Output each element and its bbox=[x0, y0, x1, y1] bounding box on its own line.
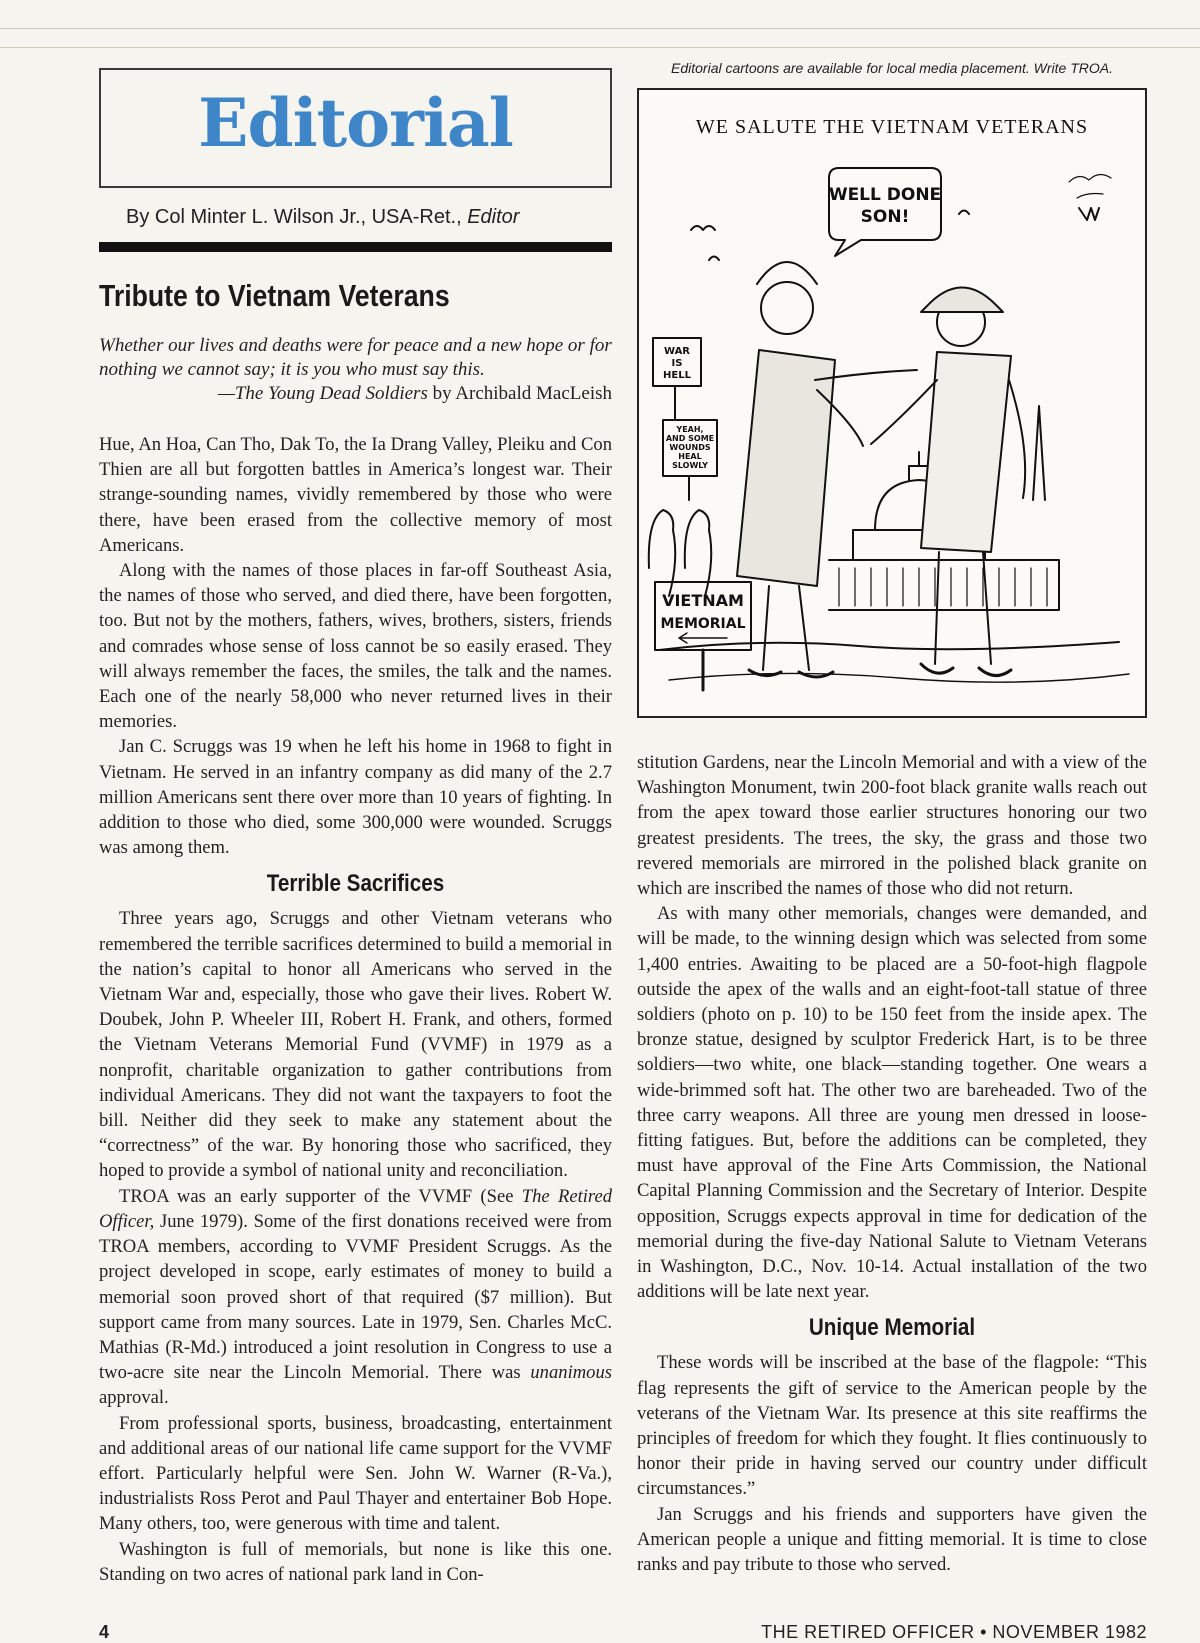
svg-text:WOUNDS: WOUNDS bbox=[669, 443, 711, 452]
byline-name: By Col Minter L. Wilson Jr., USA-Ret., bbox=[126, 206, 468, 228]
body-paragraph: Hue, An Hoa, Can Tho, Dak To, the Ia Drang Valley, Pleiku and Con Thien are all but forgotten battles in America’s longest war. Their strange-sounding names, vividly remembered by those who were there, have been erased from the collective memory of most Americans. bbox=[99, 434, 612, 556]
svg-text:SLOWLY: SLOWLY bbox=[672, 461, 708, 470]
subhead-unique-memorial: Unique Memorial bbox=[808, 1314, 976, 1342]
svg-text:IS: IS bbox=[671, 358, 683, 369]
cartoon-illustration bbox=[639, 90, 1145, 716]
uncle-sam-head bbox=[761, 282, 813, 334]
body-paragraph: TROA was an early supporter of the VVMF (See The Retired Officer, June 1979). Some of the first donations received were from TROA members, according to VVMF President Scruggs. As the project developed in scope, early estimates of money to build a memorial soon proved short of that required ($7 million). But support came from many sources. Late in 1979, Sen. Charles McC. Mathias (R-Md.) introduced a joint resolution in Congress to use a two-acre site near the Lincoln Memorial. There was unanimous approval. bbox=[99, 1185, 612, 1409]
epigraph-attribution bbox=[99, 382, 612, 406]
body-paragraph: Jan C. Scruggs was 19 when he left his home in 1968 to fight in Vietnam. He served in an infantry company as did many of the 2.7 million Americans sent there over more than 10 years of fighting. In addition to those who died, some 300,000 were wounded. Scruggs was among them. bbox=[99, 736, 612, 859]
cartoon-title: WE SALUTE THE VIETNAM VETERANS bbox=[695, 116, 1089, 138]
bird-flying bbox=[709, 257, 719, 261]
epigraph-author: by Archibald MacLeish bbox=[427, 383, 612, 404]
right-column bbox=[637, 60, 1147, 1576]
svg-text:WAR: WAR bbox=[663, 346, 691, 357]
body-paragraph: stitution Gardens, near the Lincoln Memorial and with a view of the Washington Monument, twin 200-foot black granite walls reach out from the apex toward those earlier structures honoring our two greatest presidents. The trees, the sky, the grass and those two revered memorials are mirrored in the polished black granite on which are inscribed the names of those who did not return. bbox=[637, 752, 1147, 900]
editorial-masthead bbox=[99, 68, 612, 188]
body-paragraph: Jan Scruggs and his friends and supporters have given the American people a unique and fitting memorial. It is time to close ranks and pay tribute to those who served. bbox=[637, 1503, 1147, 1576]
heavy-rule bbox=[99, 242, 612, 252]
top-rule bbox=[0, 28, 1200, 29]
bird-flying bbox=[691, 226, 715, 230]
sign-text-memorial: MEMORIAL bbox=[660, 616, 746, 632]
bird-flying bbox=[959, 211, 969, 215]
epigraph-source: —The Young Dead Soldiers bbox=[217, 383, 428, 404]
left-column bbox=[99, 68, 612, 1587]
subhead-terrible-sacrifices: Terrible Sacrifices bbox=[266, 870, 445, 898]
byline-role: Editor bbox=[467, 206, 520, 228]
svg-text:HELL: HELL bbox=[663, 370, 691, 381]
magazine-footer: THE RETIRED OFFICER • NOVEMBER 1982 bbox=[761, 1622, 1147, 1642]
body-paragraph: From professional sports, business, broadcasting, entertainment and additional areas of our national life came support for the VVMF effort. Particularly helpful were Sen. John W. Warner (R-Va.), industrialists Ross Perot and Paul Thayer and entertainer Bob Hope. Many others, too, were generous with time and talent. bbox=[99, 1412, 612, 1535]
cartoon-caption: Editorial cartoons are available for local media placement. Write TROA. bbox=[671, 60, 1113, 76]
sign-text-vietnam: VIETNAM bbox=[662, 591, 744, 610]
svg-text:AND SOME: AND SOME bbox=[665, 434, 715, 443]
right-text bbox=[637, 750, 1147, 1577]
byline bbox=[126, 206, 612, 229]
uncle-sam-coat bbox=[737, 350, 835, 586]
page-number: 4 bbox=[99, 1622, 110, 1642]
article-title: Tribute to Vietnam Veterans bbox=[99, 278, 450, 313]
body-paragraph: These words will be inscribed at the base of the flagpole: “This flag represents the gift of service to the American people by the veterans of the Vietnam War. Its presence at this site reaffirms the principles of freedom for which they fought. It flies continuously to honor their pride in having served our country under difficult circumstances.” bbox=[637, 1352, 1147, 1500]
body-paragraph: As with many other memorials, changes were demanded, and will be made, to the winning design which was selected from some 1,400 entries. Awaiting to be placed are a 50-foot-high flagpole outside the apex of the walls and an eight-foot-tall statue of three soldiers (photo on p. 10) to be 150 feet from the inside apex. The bronze statue, designed by sculptor Frederick Hart, is to be three soldiers—two white, one black—standing together. One wears a wide-brimmed soft hat. The other two are bareheaded. Two of the three carry weapons. All three are young men dressed in loose-fitting fatigues. But, before the additions can be completed, they must have approval of the Fine Arts Commission, the National Capital Planning Commission and the Secretary of Interior. Despite opposition, Scruggs expects approval in time for dedication of the memorial during the five-day National Salute to Vietnam Veterans in Washington, D.C., Nov. 10-14. Actual installation of the two additions will be late next year. bbox=[637, 903, 1147, 1303]
speech-bubble-text: WELL DONE bbox=[828, 185, 942, 205]
body-paragraph: Three years ago, Scruggs and other Vietnam veterans who remembered the terrible sacrifices determined to build a memorial in the nation’s capital to honor all Americans who served in the Vietnam War and, especially, those who gave their lives. Robert W. Doubek, John P. Wheeler III, Robert H. Frank, and others, formed the Vietnam Veterans Memorial Fund (VVMF) in 1979 as a nonprofit, charitable organization to gather contributions from individual Americans. They did not want the taxpayers to foot the bill. Neither did they seek to make any statement about the “correctness” of the war. By honoring those who sacrificed, they hoped to provide a symbol of national unity and reconciliation. bbox=[99, 908, 612, 1182]
soldier-hat bbox=[921, 287, 1003, 312]
body-paragraph: Along with the names of those places in far-off Southeast Asia, the names of those who served, and died there, have been forgotten, too. But not by the mothers, fathers, wives, brothers, sisters, friends and comrades whose sense of loss cannot be so easily erased. They will always remember the faces, the smiles, the talk and the names. Each one of the nearly 58,000 who never returned lives in their memories. bbox=[99, 560, 612, 733]
svg-text:SON!: SON! bbox=[860, 207, 910, 227]
epigraph: Whether our lives and deaths were for peace and a new hope or for nothing we cannot say; it is you who must say this. bbox=[99, 335, 612, 380]
svg-text:HEAL: HEAL bbox=[678, 452, 702, 461]
masthead-title: Editorial bbox=[198, 84, 513, 162]
editorial-cartoon bbox=[637, 88, 1147, 718]
top-rule bbox=[0, 47, 1200, 48]
body-paragraph: Washington is full of memorials, but none is like this one. Standing on two acres of national park land in Con- bbox=[99, 1538, 612, 1585]
svg-text:YEAH,: YEAH, bbox=[676, 425, 704, 434]
